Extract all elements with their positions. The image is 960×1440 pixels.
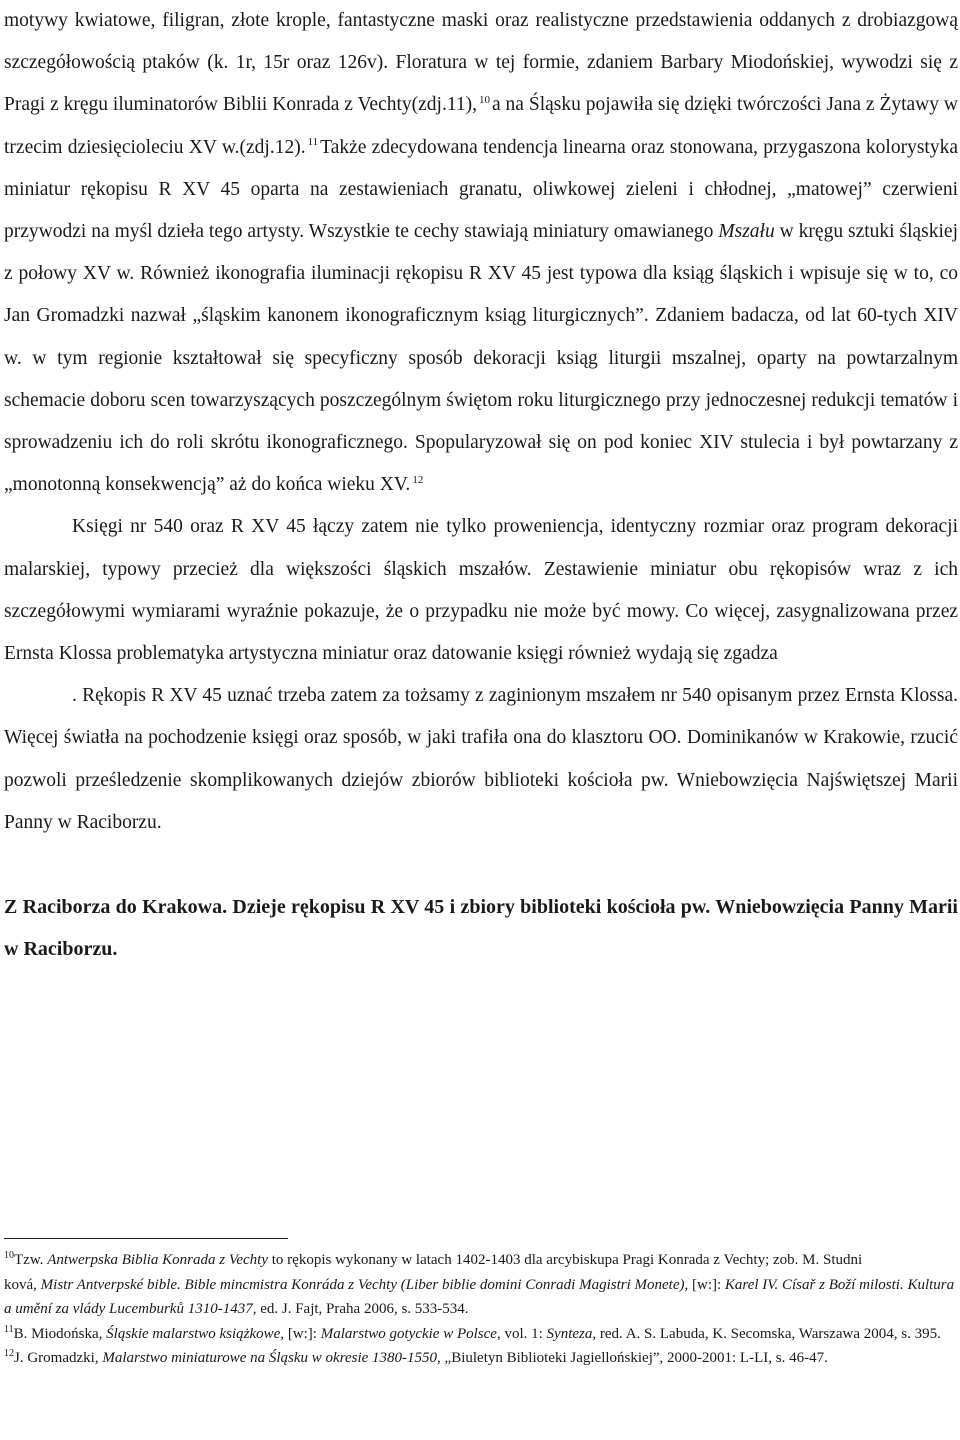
main-text	[4, 0, 958, 844]
footnote-10-italic-3: Karel IV. Císař z Boží milosti. Kultura a umění za vlády Lucemburků 1310-1437	[4, 1276, 955, 1317]
footnotes	[4, 1248, 958, 1371]
paragraph-2: Księgi nr 540 oraz R XV 45 łączy zatem nie tylko proweniencja, identyczny rozmiar oraz program dekoracji malarskiej, typowy przecież dla większości śląskich mszałów. Zestawienie miniatur obu rękopisów wraz z ich szczegółowymi wymiarami wyraźnie pokazuje, że o przypadku nie może być mowy. Co więcej, zasygnalizowana przez Ernsta Klossa problematyka artystyczna miniatur oraz datowanie księgi również wydają się zgadza	[4, 516, 958, 665]
footnote-11	[4, 1322, 958, 1347]
footnote-ref-11[interactable]: 11	[307, 136, 319, 149]
footnote-10-text-3: ková,	[4, 1276, 37, 1293]
footnote-12-text-2: , „Biuletyn Biblioteki Jagiellońskiej”, 2000-2001: L-LI, s. 46-47.	[437, 1350, 828, 1366]
footnote-separator	[4, 1238, 288, 1239]
footnote-10-text-5: , ed. J. Fajt, Praha 2006, s. 533-534.	[252, 1301, 469, 1317]
footnote-10	[4, 1248, 958, 1322]
footnote-10-text-4: [w:]:	[692, 1276, 722, 1293]
footnote-10-text-1: Tzw.	[14, 1252, 44, 1268]
spacer	[4, 844, 958, 886]
paragraph-3: . Rękopis R XV 45 uznać trzeba zatem za tożsamy z zaginionym mszałem nr 540 opisanym przez Ernsta Klossa. Więcej światła na pochodzenie księgi oraz sposób, w jaki trafiła ona do klasztoru OO. Dominikanów w Krakowie, rzucić pozwoli prześledzenie skomplikowanych dziejów zbiorów biblioteki kościoła pw. Wniebowzięcia Najświętszej Marii Panny w Raciborzu.	[4, 685, 958, 833]
footnote-11-italic-1: Śląskie malarstwo książkowe,	[106, 1325, 285, 1342]
footnote-ref-12[interactable]: 12	[412, 473, 424, 486]
footnote-11-italic-2: Malarstwo gotyckie w Polsce	[320, 1325, 497, 1342]
footnote-11-text-4: , red. A. S. Labuda, K. Secomska, Warszawa 2004, s. 395.	[592, 1325, 941, 1342]
section-heading: Z Raciborza do Krakowa. Dzieje rękopisu R XV 45 i zbiory biblioteki kościoła pw. Wniebowzięcia Panny Marii w Raciborzu.	[4, 896, 958, 961]
paragraph-1	[4, 0, 958, 506]
footnote-11-text-3: , vol. 1:	[496, 1325, 543, 1342]
page-body	[4, 0, 958, 970]
footnote-ref-10[interactable]: 10	[479, 93, 490, 106]
paragraph-1-part-c: Także zdecydowana tendencja linearna oraz stonowana, przygaszona kolorystyka miniatur rękopisu R XV 45 oparta na zestawieniach granatu, oliwkowej zieleni i chłodnej, „matowej” czerwieni przywodzi na myśl dzieła tego artysty. Wszystkie te cechy stawiają miniatury omawianego	[4, 136, 958, 243]
footnote-11-text-2: [w:]:	[287, 1325, 317, 1342]
paragraph-1-part-a: motywy kwiatowe, filigran, złote krople, fantastyczne maski oraz realistyczne przedstawienia oddanych z drobiazgową szczegółowością ptaków (k. 1r, 15r oraz 126v). Floratura w tej formie, zdaniem Barbary Miodońskiej, wywodzi się z Pragi z kręgu iluminatorów Biblii Konrada z Vechty(zdj.11),	[4, 10, 958, 116]
footnote-10-text-2: to rękopis wykonany w latach 1402-1403 dla arcybiskupa Pragi Konrada z Vechty; zob. M. Studni	[271, 1252, 863, 1268]
footnote-11-number: 11	[4, 1323, 14, 1335]
footnote-10-italic-1: Antwerpska Biblia Konrada z Vechty	[47, 1252, 268, 1268]
paragraph-1-part-d: w kręgu sztuki śląskiej z połowy XV w. Również ikonografia iluminacji rękopisu R XV 45 jest typowa dla ksiąg śląskich i wpisuje się w to, co Jan Gromadzki nazwał „śląskim kanonem ikonograficznym ksiąg liturgicznych”. Zdaniem badacza, od lat 60-tych XIV w. w tym regionie kształtował się specyficzny sposób dekoracji ksiąg liturgii mszalnej, oparty na powtarzalnym schemacie doboru scen towarzyszących poszczególnym świętom roku liturgicznego przy jednoczesnej redukcji tematów i sprowadzeniu ich do roli skrótu ikonograficznego. Spopularyzował się on pod koniec XIV stulecia i był powtarzany z „monotonną konsekwencją” aż do końca wieku XV.	[4, 221, 958, 496]
footnote-11-text-1: B. Miodońska,	[13, 1325, 103, 1342]
footnote-12-number: 12	[4, 1348, 14, 1359]
footnote-11-italic-3: Synteza	[546, 1325, 593, 1342]
footnote-10-italic-2: Mistr Antverpské bible. Bible mincmistra Konráda z Vechty (Liber biblie domini Conradi Magistri Monete),	[40, 1276, 689, 1293]
paragraph-1-part-b: a na Śląsku pojawiła się dzięki twórczości Jana z Żytawy w trzecim dziesięcioleciu XV w.(zdj.12).	[4, 94, 959, 158]
footnote-12-italic-1: Malarstwo miniaturowe na Śląsku w okresie 1380-1550	[102, 1350, 438, 1366]
footnote-12	[4, 1346, 958, 1371]
paragraph-1-italic-mszalu: Mszału	[718, 221, 775, 243]
footnote-10-number: 10	[4, 1250, 14, 1261]
footnote-12-text-1: J. Gromadzki,	[14, 1350, 99, 1366]
